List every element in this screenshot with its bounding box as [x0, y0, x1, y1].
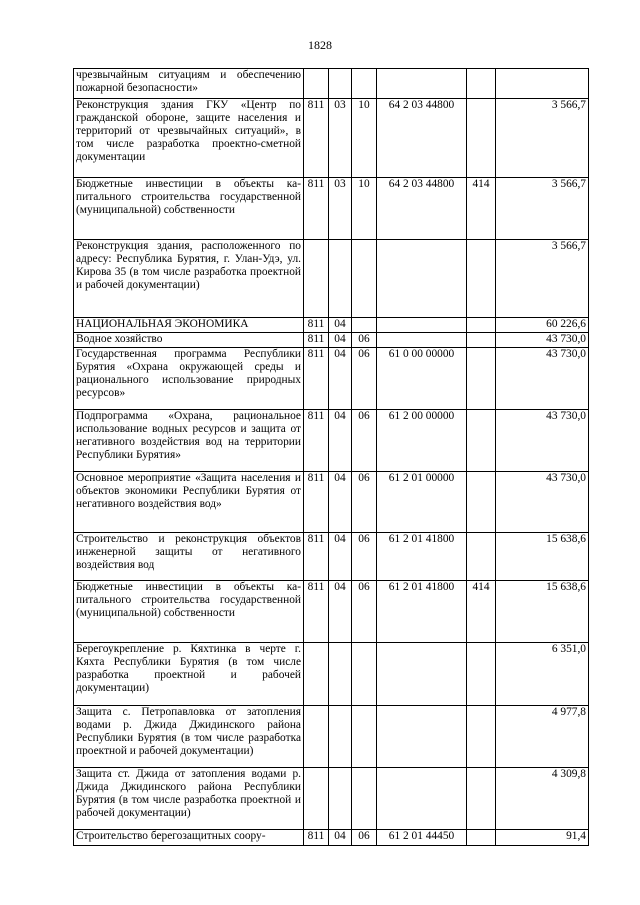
- expense-type-code: 414: [467, 178, 496, 240]
- expense-type-code: [467, 348, 496, 410]
- grbs-code: [304, 643, 329, 706]
- row-description: Реконструкция здания, расположенного по адресу: Республика Бурятия, г. Улан-Удэ, ул. Кирова 35 (в том числе разработка проектной и рабочей документации): [74, 240, 304, 318]
- expense-type-code: [467, 830, 496, 846]
- section-code: 04: [329, 472, 352, 533]
- subsection-code: 06: [352, 533, 377, 581]
- expense-type-code: [467, 333, 496, 348]
- table-row: [74, 69, 589, 99]
- table-row: [74, 472, 589, 533]
- grbs-code: 811: [304, 472, 329, 533]
- amount: 43 730,0: [496, 472, 589, 533]
- section-code: 03: [329, 99, 352, 178]
- row-description: Водное хозяйство: [74, 333, 304, 348]
- grbs-code: 811: [304, 348, 329, 410]
- target-article-code: 61 2 01 41800: [377, 581, 467, 643]
- row-description: Подпрограмма «Охрана, рациональное использование водных ресурсов и защита от негативного воздействия вод на территории Республики Бурятия»: [74, 410, 304, 472]
- expense-type-code: [467, 533, 496, 581]
- target-article-code: [377, 706, 467, 768]
- amount: 60 226,6: [496, 318, 589, 333]
- table-row: [74, 768, 589, 830]
- amount: 15 638,6: [496, 581, 589, 643]
- expense-type-code: [467, 99, 496, 178]
- target-article-code: 61 0 00 00000: [377, 348, 467, 410]
- subsection-code: [352, 643, 377, 706]
- row-description: Основное мероприятие «Защита населения и объектов экономики Республики Бурятия от негативного воздействия вод»: [74, 472, 304, 533]
- target-article-code: [377, 240, 467, 318]
- target-article-code: [377, 768, 467, 830]
- row-description: Бюджетные инвестиции в объекты капитального строительства государственной (муниципальной) собственности: [74, 178, 304, 240]
- table-row: [74, 99, 589, 178]
- amount: 3 566,7: [496, 99, 589, 178]
- row-description: чрезвычайным ситуациям и обеспечению пожарной безопасности»: [74, 69, 304, 99]
- expense-type-code: [467, 318, 496, 333]
- subsection-code: 06: [352, 830, 377, 846]
- section-code: 03: [329, 178, 352, 240]
- amount: 4 309,8: [496, 768, 589, 830]
- row-description: Бюджетные инвестиции в объекты капитального строительства государственной (муниципальной) собственности: [74, 581, 304, 643]
- grbs-code: [304, 768, 329, 830]
- row-description: НАЦИОНАЛЬНАЯ ЭКОНОМИКА: [74, 318, 304, 333]
- grbs-code: 811: [304, 178, 329, 240]
- subsection-code: 06: [352, 410, 377, 472]
- row-description: Строительство берегозащитных соору-: [74, 830, 304, 846]
- section-code: [329, 643, 352, 706]
- expense-type-code: [467, 643, 496, 706]
- subsection-code: [352, 69, 377, 99]
- subsection-code: [352, 706, 377, 768]
- row-description: Берегоукрепление р. Кяхтинка в черте г. Кяхта Республики Бурятия (в том числе разработка проектной и рабочей документации): [74, 643, 304, 706]
- subsection-code: [352, 240, 377, 318]
- section-code: 04: [329, 318, 352, 333]
- table-row: [74, 333, 589, 348]
- expense-type-code: 414: [467, 581, 496, 643]
- row-description: Реконструкция здания ГКУ «Центр по гражданской обороне, защите населения и территорий от чрезвычайных ситуаций», в том числе разработка проектно-сметной документации: [74, 99, 304, 178]
- table-row: [74, 706, 589, 768]
- grbs-code: [304, 706, 329, 768]
- grbs-code: 811: [304, 333, 329, 348]
- expense-type-code: [467, 706, 496, 768]
- section-code: 04: [329, 333, 352, 348]
- subsection-code: 06: [352, 348, 377, 410]
- row-description: Защита ст. Джида от затопления водами р. Джида Джидинского района Республики Бурятия (в том числе разработка проектной и рабочей документации): [74, 768, 304, 830]
- amount: 4 977,8: [496, 706, 589, 768]
- target-article-code: 64 2 03 44800: [377, 99, 467, 178]
- expense-type-code: [467, 410, 496, 472]
- row-description: Защита с. Петропавловка от затопления водами р. Джида Джидинского района Республики Бурятия (в том числе разработка проектной и рабочей документации): [74, 706, 304, 768]
- subsection-code: [352, 318, 377, 333]
- grbs-code: [304, 69, 329, 99]
- section-code: 04: [329, 348, 352, 410]
- page-number: 1828: [308, 38, 332, 52]
- grbs-code: 811: [304, 533, 329, 581]
- table-row: [74, 348, 589, 410]
- grbs-code: 811: [304, 830, 329, 846]
- subsection-code: 06: [352, 581, 377, 643]
- section-code: [329, 240, 352, 318]
- target-article-code: [377, 333, 467, 348]
- target-article-code: 61 2 01 00000: [377, 472, 467, 533]
- target-article-code: [377, 643, 467, 706]
- amount: 6 351,0: [496, 643, 589, 706]
- amount: 43 730,0: [496, 333, 589, 348]
- expense-type-code: [467, 768, 496, 830]
- grbs-code: 811: [304, 581, 329, 643]
- expense-type-code: [467, 69, 496, 99]
- section-code: 04: [329, 533, 352, 581]
- subsection-code: 06: [352, 333, 377, 348]
- section-code: 04: [329, 410, 352, 472]
- target-article-code: 64 2 03 44800: [377, 178, 467, 240]
- table-row: [74, 318, 589, 333]
- grbs-code: 811: [304, 99, 329, 178]
- subsection-code: 10: [352, 99, 377, 178]
- target-article-code: 61 2 01 41800: [377, 533, 467, 581]
- target-article-code: 61 2 00 00000: [377, 410, 467, 472]
- table-row: [74, 240, 589, 318]
- subsection-code: 06: [352, 472, 377, 533]
- section-code: [329, 768, 352, 830]
- amount: 43 730,0: [496, 348, 589, 410]
- subsection-code: 10: [352, 178, 377, 240]
- expense-type-code: [467, 240, 496, 318]
- row-description: Государственная программа Республики Бурятия «Охрана окружающей среды и рационального использование природных ресурсов»: [74, 348, 304, 410]
- section-code: [329, 69, 352, 99]
- amount: 3 566,7: [496, 178, 589, 240]
- amount: 43 730,0: [496, 410, 589, 472]
- target-article-code: [377, 69, 467, 99]
- budget-table: [73, 68, 589, 846]
- table-row: [74, 533, 589, 581]
- table-row: [74, 830, 589, 846]
- subsection-code: [352, 768, 377, 830]
- grbs-code: [304, 240, 329, 318]
- table-row: [74, 178, 589, 240]
- amount: 3 566,7: [496, 240, 589, 318]
- section-code: 04: [329, 830, 352, 846]
- amount: [496, 69, 589, 99]
- row-description: Строительство и реконструкция объектов инженерной защиты от негативного воздействия вод: [74, 533, 304, 581]
- amount: 91,4: [496, 830, 589, 846]
- expense-type-code: [467, 472, 496, 533]
- table-row: [74, 643, 589, 706]
- budget-table-body: [74, 69, 589, 846]
- grbs-code: 811: [304, 410, 329, 472]
- grbs-code: 811: [304, 318, 329, 333]
- table-row: [74, 581, 589, 643]
- section-code: 04: [329, 581, 352, 643]
- target-article-code: [377, 318, 467, 333]
- target-article-code: 61 2 01 44450: [377, 830, 467, 846]
- amount: 15 638,6: [496, 533, 589, 581]
- section-code: [329, 706, 352, 768]
- table-row: [74, 410, 589, 472]
